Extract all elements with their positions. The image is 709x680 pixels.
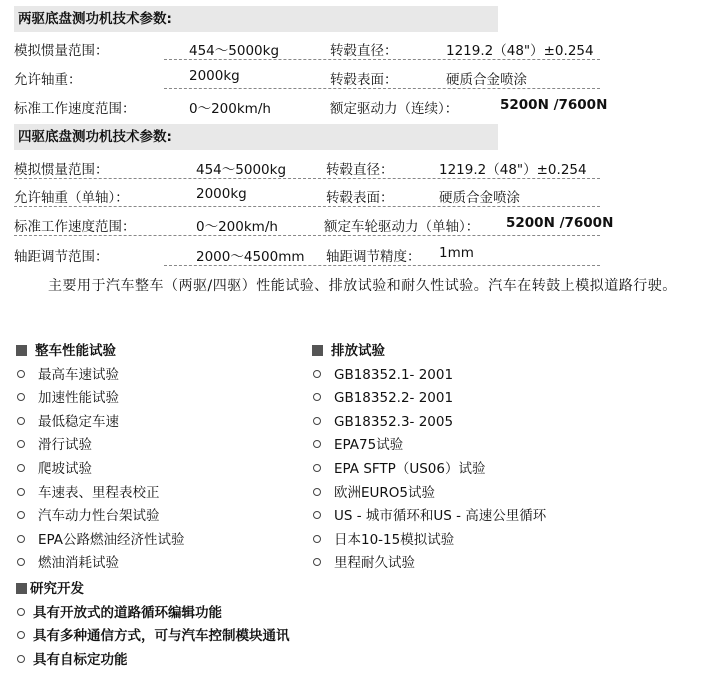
spec-value: 0～200km/h [189, 101, 271, 117]
spec-value: 2000～4500mm [196, 249, 305, 265]
list-item: 最高车速试验 [16, 364, 185, 388]
spec-label: 转毂表面： [330, 72, 398, 88]
list-item: US - 城市循环和US - 高速公里循环 [312, 505, 546, 529]
spec-row [14, 210, 614, 236]
spec-value: 5200N /7600N [500, 97, 608, 113]
dashed-divider [164, 88, 600, 89]
list-item: 加速性能试验 [16, 387, 185, 411]
list-item: 具有开放式的道路循环编辑功能 [16, 602, 290, 626]
spec-label: 额定驱动力（连续）： [330, 101, 459, 117]
spec-row [14, 92, 608, 118]
list-item: GB18352.2- 2001 [312, 387, 546, 411]
circle-bullet-icon [313, 558, 321, 566]
list-item: 具有多种通信方式，可与汽车控制模块通讯 [16, 625, 290, 649]
description-paragraph: 主要用于汽车整车（两驱/四驱）性能试验、排放试验和耐久性试验。汽车在转鼓上模拟道路行驶。 [48, 278, 677, 294]
spec-row [14, 63, 600, 89]
spec-label: 转毂表面： [326, 190, 394, 206]
list-item: 欧洲EURO5试验 [312, 482, 546, 506]
circle-bullet-icon [17, 370, 25, 378]
circle-bullet-icon [17, 631, 25, 639]
spec-value: 2000kg [196, 186, 247, 202]
list-header: 排放试验 [312, 340, 546, 364]
circle-bullet-icon [313, 393, 321, 401]
circle-bullet-icon [17, 608, 25, 616]
circle-bullet-icon [313, 417, 321, 425]
circle-bullet-icon [313, 535, 321, 543]
list-item: 滑行试验 [16, 434, 185, 458]
spec-label: 额定车轮驱动力（单轴）： [324, 219, 480, 235]
list-item: 汽车动力性台架试验 [16, 505, 185, 529]
spec-value: 454～5000kg [189, 43, 280, 59]
spec-label: 模拟惯量范围： [14, 43, 109, 59]
vehicle-performance-list [16, 340, 185, 576]
spec-value: 硬质合金喷涂 [439, 190, 520, 206]
spec-label: 允许轴重（单轴）： [14, 190, 129, 206]
list-header: 整车性能试验 [16, 340, 185, 364]
circle-bullet-icon [17, 417, 25, 425]
spec-label: 轴距调节范围： [14, 249, 109, 265]
list-item: EPA75试验 [312, 434, 546, 458]
spec-label: 轴距调节精度： [326, 249, 421, 265]
circle-bullet-icon [313, 370, 321, 378]
spec-row [14, 34, 600, 60]
circle-bullet-icon [17, 655, 25, 663]
list-item: EPA SFTP（US06）试验 [312, 458, 546, 482]
emission-test-list [312, 340, 546, 576]
circle-bullet-icon [313, 511, 321, 519]
list-item: 爬坡试验 [16, 458, 185, 482]
circle-bullet-icon [17, 464, 25, 472]
circle-bullet-icon [313, 488, 321, 496]
spec-value: 1mm [439, 245, 474, 261]
circle-bullet-icon [17, 488, 25, 496]
circle-bullet-icon [17, 440, 25, 448]
spec-row [14, 240, 600, 266]
list-item: 最低稳定车速 [16, 411, 185, 435]
spec-label: 允许轴重： [14, 72, 82, 88]
square-bullet-icon [312, 345, 323, 356]
list-item: GB18352.3- 2005 [312, 411, 546, 435]
list-item: EPA公路燃油经济性试验 [16, 529, 185, 553]
spec-value: 2000kg [189, 68, 240, 84]
dashed-divider [14, 206, 600, 207]
list-item: 里程耐久试验 [312, 552, 546, 576]
spec-row [14, 153, 600, 179]
section2-title: 四驱底盘测功机技术参数: [14, 124, 498, 150]
list-item: 车速表、里程表校正 [16, 482, 185, 506]
circle-bullet-icon [313, 440, 321, 448]
spec-label: 模拟惯量范围： [14, 162, 109, 178]
spec-label: 转毂直径： [326, 162, 394, 178]
spec-label: 转毂直径： [330, 43, 398, 59]
research-list [16, 578, 290, 672]
spec-value: 5200N /7600N [506, 215, 614, 231]
dashed-divider [14, 178, 600, 179]
section1-title: 两驱底盘测功机技术参数: [14, 6, 498, 32]
circle-bullet-icon [17, 558, 25, 566]
square-bullet-icon [16, 583, 27, 594]
list-item: 具有自标定功能 [16, 649, 290, 673]
circle-bullet-icon [17, 535, 25, 543]
spec-value: 454～5000kg [196, 162, 287, 178]
dashed-divider [14, 235, 600, 236]
list-item: 燃油消耗试验 [16, 552, 185, 576]
dashed-divider [164, 265, 600, 266]
spec-value: 1219.2（48"）±0.254 [446, 43, 594, 59]
spec-value: 硬质合金喷涂 [446, 72, 527, 88]
list-header: 研究开发 [16, 578, 290, 602]
circle-bullet-icon [313, 464, 321, 472]
spec-label: 标准工作速度范围： [14, 101, 136, 117]
square-bullet-icon [16, 345, 27, 356]
list-item: GB18352.1- 2001 [312, 364, 546, 388]
circle-bullet-icon [17, 393, 25, 401]
circle-bullet-icon [17, 511, 25, 519]
spec-value: 0～200km/h [196, 219, 278, 235]
spec-value: 1219.2（48"）±0.254 [439, 162, 587, 178]
spec-label: 标准工作速度范围： [14, 219, 136, 235]
spec-row [14, 181, 600, 207]
dashed-divider [164, 59, 600, 60]
list-item: 日本10-15模拟试验 [312, 529, 546, 553]
